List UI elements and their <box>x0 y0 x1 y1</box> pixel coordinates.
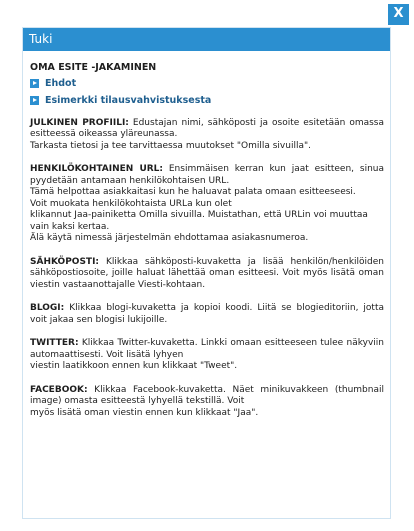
arrow-right-icon <box>30 96 39 105</box>
help-section-label: HENKILÖKOHTAINEN URL: <box>30 164 164 174</box>
arrow-right-icon <box>30 79 39 88</box>
help-section-body <box>30 257 384 292</box>
help-section-label: BLOGI: <box>30 303 65 313</box>
order-confirmation-link-row[interactable] <box>30 94 384 108</box>
help-section-line: viestin laatikkoon ennen kun klikkaat "Tweet". <box>30 361 238 371</box>
section-heading: OMA ESITE -JAKAMINEN <box>30 62 157 73</box>
help-section-line: klikannut Jaa-painiketta Omilla sivuilla. Muistathan, että URLin voi muuttaa vain kaksi kertaa. <box>30 210 368 232</box>
help-section-label: SÄHKÖPOSTI: <box>30 256 100 267</box>
help-section <box>30 257 384 292</box>
help-section <box>30 118 384 153</box>
help-section-label: FACEBOOK: <box>30 384 88 395</box>
help-section-line: Älä käytä nimessä järjestelmän ehdottamaa asiakasnumeroa. <box>30 233 309 243</box>
help-section-body <box>30 164 384 187</box>
help-section-line: Voit muokata henkilökohtaista URLa kun olet <box>30 198 232 209</box>
help-section-line: Tämä helpottaa asiakkaitasi kun he haluavat palata omaan esitteeseesi. <box>30 187 356 197</box>
help-section <box>30 338 384 373</box>
help-section <box>30 385 384 420</box>
help-section-label: TWITTER: <box>30 338 79 348</box>
help-sections <box>30 118 384 420</box>
terms-link-row[interactable] <box>30 77 384 91</box>
help-section-text: Klikkaa Facebook-kuvaketta. Näet minikuvakkeen (thumbnail image) omasta esitteestä lyhyellä tekstillä. Voit <box>30 384 384 406</box>
help-section-label: JULKINEN PROFIILI: <box>30 117 129 128</box>
help-dialog <box>22 27 391 519</box>
dialog-title: Tuki <box>23 28 390 51</box>
help-section <box>30 303 384 326</box>
help-section-body <box>30 385 384 408</box>
help-section-body <box>30 338 384 361</box>
help-section-text: Klikkaa sähköposti-kuvaketta ja lisää henkilön/henkilöiden sähköpostiosoite, joille haluat lähettää oman esitteesi. Voit myös lisätä oman viestin vastaanottajalle Viesti-kohtaan. <box>30 256 384 290</box>
order-confirmation-example-link[interactable]: Esimerkki tilausvahvistuksesta <box>45 94 212 106</box>
help-section <box>30 164 384 245</box>
dialog-content <box>23 62 390 419</box>
help-section-text: Edustajan nimi, sähköposti ja osoite esitetään omassa esitteessä oikeassa yläreunassa. <box>30 117 385 139</box>
help-section-line: Tarkasta tietosi ja tee tarvittaessa muutokset "Omilla sivuilla". <box>30 140 311 151</box>
terms-link[interactable]: Ehdot <box>45 77 77 89</box>
help-section-line: myös lisätä oman viestin ennen kun klikkaat "Jaa". <box>30 407 259 418</box>
help-section-body <box>30 303 384 326</box>
help-section-text: Klikkaa blogi-kuvaketta ja kopioi koodi. Liitä se blogieditoriin, jotta voit jakaa sen blogisi lukijoille. <box>30 303 384 325</box>
help-section-text: Klikkaa Twitter-kuvaketta. Linkki omaan esitteeseen tulee näkyviin automaattisesti. Voit lisätä lyhyen <box>30 338 384 360</box>
help-section-body <box>30 118 384 141</box>
help-section-text: Ensimmäisen kerran kun jaat esitteen, sinua pyydetään antamaan henkilökohtaisen URL. <box>30 164 384 186</box>
close-button[interactable]: X <box>388 4 409 25</box>
